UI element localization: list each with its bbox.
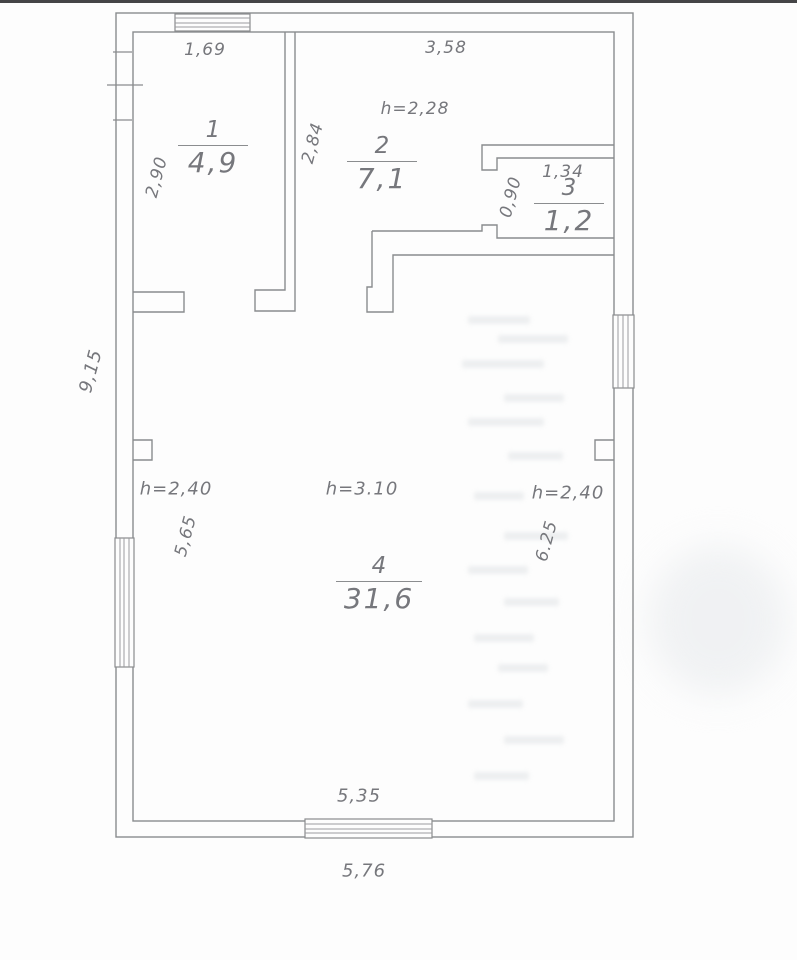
room-4-number: 4 [371,553,387,579]
room-4-area: 31,6 [343,582,415,616]
dim-room2-width: 3,58 [425,38,467,58]
room-3-number: 3 [561,175,577,201]
window-right [613,315,634,388]
wall-room1-door-jamb [133,292,184,312]
dim-room4-height-center: h=3.10 [325,478,399,500]
dim-room1-depth: 2,90 [141,154,173,200]
window-bottom [305,819,432,838]
room-1-number: 1 [205,117,221,143]
pilaster-right [595,440,614,460]
room-1-area: 4,9 [187,146,239,180]
room-3-label [534,176,604,236]
room-1-label [178,118,248,178]
dim-room3-width: 1,34 [542,162,584,182]
window-top [175,14,250,31]
dim-room4-height-left: h=2,40 [139,478,213,500]
room-2-area: 7,1 [356,162,408,196]
pilaster-left [133,440,152,460]
dim-bottom-total-width: 5,76 [341,860,387,882]
dim-room4-right-depth: 6.25 [531,518,563,564]
dim-room2-depth: 2,84 [297,120,329,166]
dim-bottom-window-width: 5,35 [336,785,382,807]
dim-room4-height-right: h=2,40 [531,482,605,504]
dim-room2-height: h=2,28 [380,99,450,119]
room-2-label [347,134,417,194]
dim-left-side-total: 9,15 [75,346,107,396]
window-left [115,538,134,667]
dim-room1-width: 1,69 [184,40,226,60]
wall-room1-room2 [255,32,295,311]
room-2-number: 2 [374,133,390,159]
room-3-area: 1,2 [543,204,595,238]
room-4-label [336,554,422,614]
dim-room4-left-depth: 5,65 [170,513,202,559]
wall-room2-room4-bottom [367,231,614,312]
dim-room3-door-width: 0,90 [495,174,527,220]
